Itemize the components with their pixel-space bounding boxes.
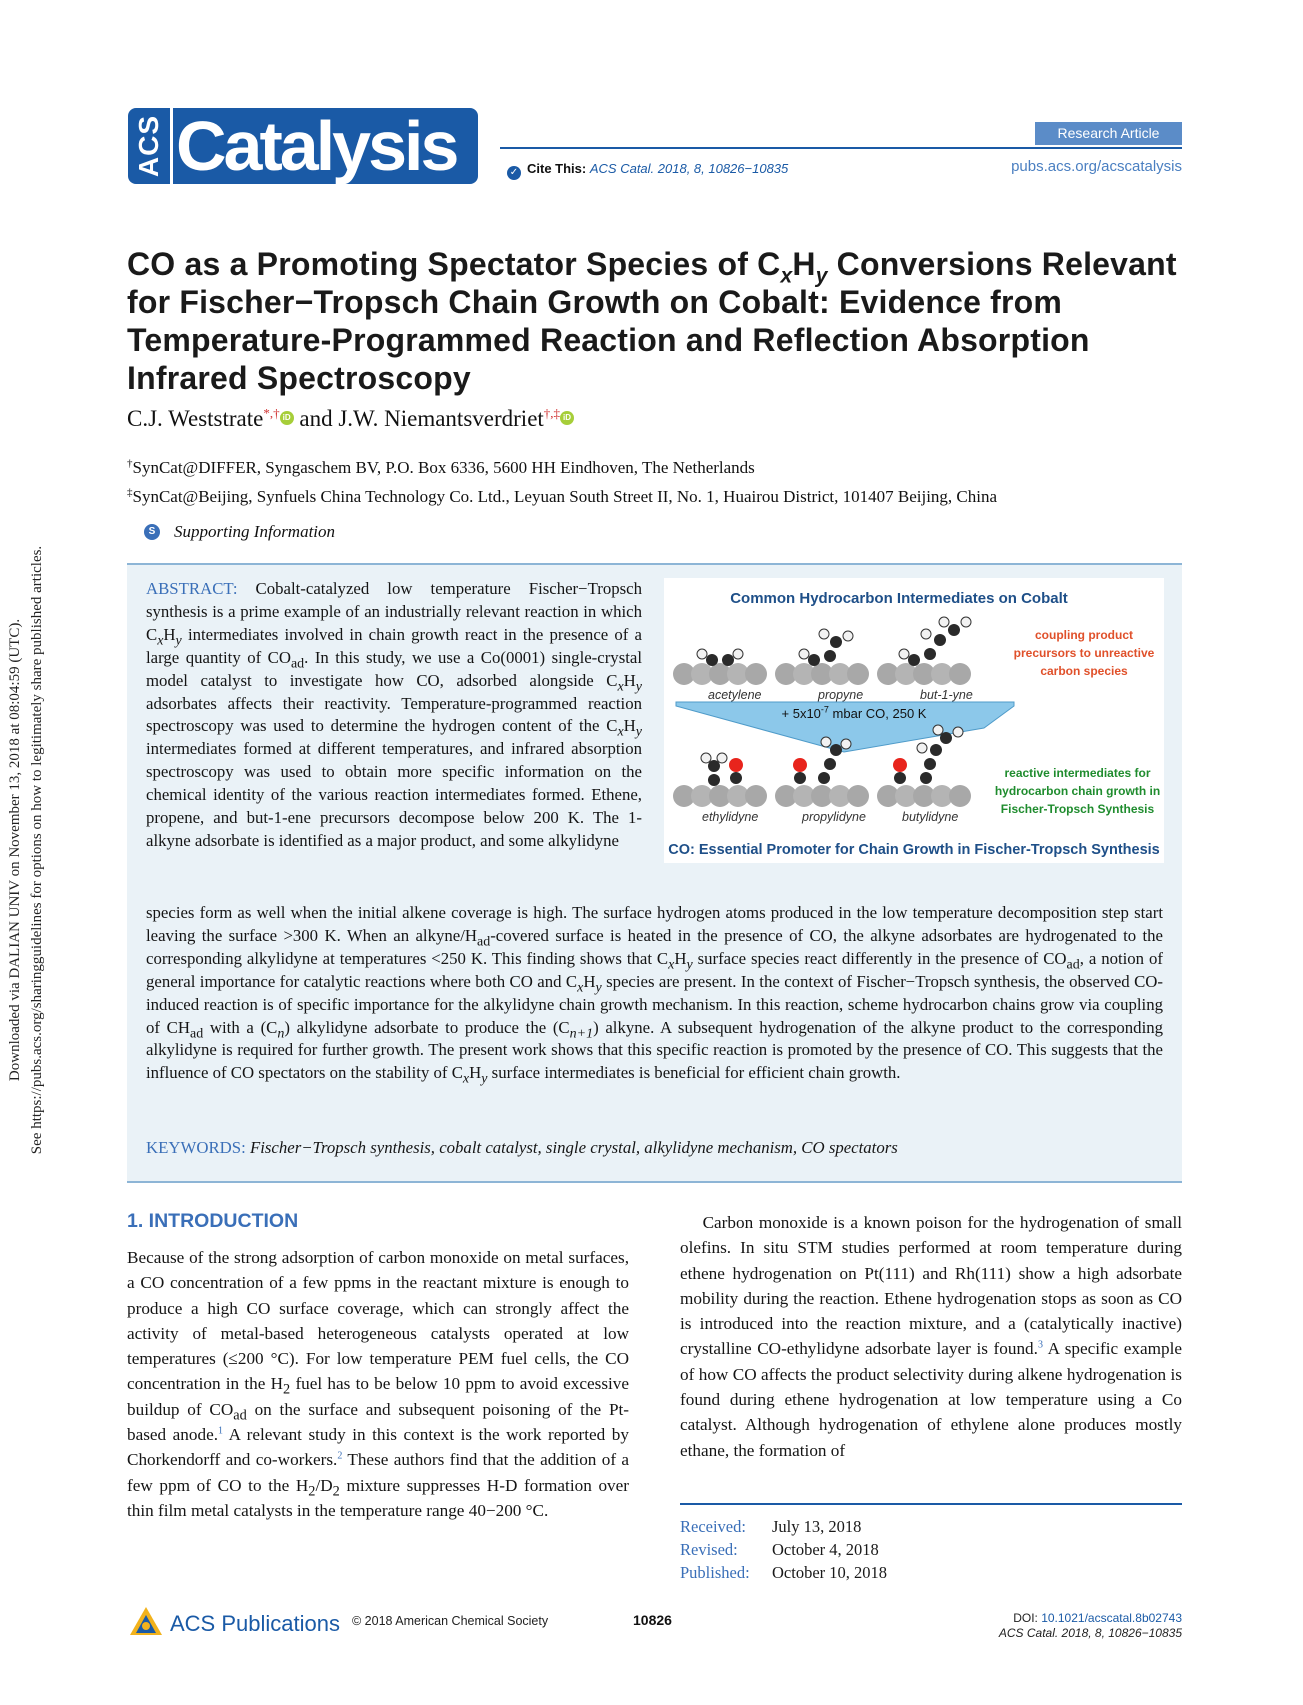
article-type-badge: Research Article bbox=[1035, 122, 1182, 145]
toc-note-unreactive: coupling product precursors to unreactive carbon species bbox=[1013, 628, 1155, 678]
reference-link[interactable]: 1 bbox=[218, 1425, 224, 1437]
molecule-label: but-1-yne bbox=[920, 688, 973, 702]
journal-logo[interactable] bbox=[128, 108, 478, 184]
acetylene-model bbox=[673, 649, 767, 685]
doi-link[interactable]: 10.1021/acscatal.8b02743 bbox=[1041, 1611, 1182, 1625]
toc-title: Common Hydrocarbon Intermediates on Cobalt bbox=[730, 590, 1068, 607]
header-rule bbox=[500, 147, 1182, 149]
supporting-info-icon: S bbox=[144, 524, 160, 540]
journal-name: Catalysis bbox=[176, 108, 457, 184]
section-heading: 1. INTRODUCTION bbox=[127, 1210, 299, 1232]
copyright: © 2018 American Chemical Society bbox=[352, 1614, 549, 1628]
supporting-information-link[interactable]: S Supporting Information bbox=[148, 522, 335, 542]
page-number: 10826 bbox=[633, 1612, 672, 1628]
article-title: CO as a Promoting Spectator Species of $C_xH_y$ Conversions Relevant for Fischer−Tropsch Chain Growth on Cobalt: Evidence from Temperature-Programmed Reaction and Reflection Absorption Infrared Spectroscopy bbox=[127, 246, 1177, 396]
author-marks: *,† bbox=[263, 405, 280, 421]
affiliation: ‡SynCat@Beijing, Synfuels China Technology Co. Ltd., Leyuan South Street II, No. 1, Huairou District, 101407 Beijing, China bbox=[127, 486, 998, 506]
cite-this[interactable]: ✓ Cite This: ACS Catal. 2018, 8, 10826−10835 bbox=[507, 161, 788, 180]
abstract-text-continued: species form as well when the initial alkene coverage is high. The surface hydrogen atoms produced in the low temperature decomposition step start leaving the surface >300 K. When an alkyne/$H_{ad}$-covered surface is heated in the presence of CO, the alkyne adsorbates are hydrogenated to the corresponding alkylidyne at temperatures <250 K. This finding shows that $C_xH_y$ surface species react differently in the presence of $CO_{ad}$, a notion of general importance for catalytic reactions where both CO and $C_xH_y$ species are present. In the context of Fischer−Tropsch synthesis, the observed CO-induced reaction is of specific importance for the alkylidyne chain growth mechanism. In this reaction, scheme hydrocarbon chains grow via coupling of $CH_{ad}$ with a $(C_n)$ alkylidyne adsorbate to produce the $(C_{n+1})$ alkyne. A subsequent hydrogenation of the alkyne product to the corresponding alkylidyne is required for further growth. The present work shows that this specific reaction is promoted by the presence of CO. This suggests that the influence of CO spectators on the stability of $C_xH_y$ surface intermediates is beneficial for efficient chain growth. bbox=[146, 903, 1164, 1087]
keywords bbox=[146, 1138, 898, 1158]
reaction-condition: + $5x10^{-7}$ mbar CO, 250 K bbox=[781, 704, 927, 721]
publication-dates bbox=[680, 1515, 887, 1584]
date-published: Published: October 10, 2018 bbox=[680, 1563, 888, 1582]
ethylidyne-model bbox=[673, 753, 767, 807]
publisher-name: ACS Publications bbox=[170, 1611, 340, 1636]
orcid-icon[interactable]: iD bbox=[280, 411, 294, 425]
date-received: Received: July 13, 2018 bbox=[680, 1517, 862, 1536]
download-notice-line2[interactable]: See https://pubs.acs.org/sharingguidelines for options on how to legitimately share published articles. bbox=[29, 545, 45, 1155]
author-marks: †,‡ bbox=[543, 405, 561, 421]
molecule-label: propylidyne bbox=[802, 810, 866, 824]
orcid-icon[interactable]: iD bbox=[560, 411, 574, 425]
reference-link[interactable]: 3 bbox=[1037, 1339, 1043, 1351]
author-name[interactable]: C.J. Weststrate bbox=[127, 406, 264, 431]
molecule-label: acetylene bbox=[708, 688, 762, 702]
doi-block: DOI: 10.1021/acscatal.8b02743 ACS Catal. 2018, 8, 10826−10835 bbox=[998, 1611, 1182, 1640]
toc-graphic[interactable] bbox=[664, 578, 1164, 863]
intro-right-column: Carbon monoxide is a known poison for the hydrogenation of small olefins. In situ STM studies performed at room temperature during ethene hydrogenation on Pt(111) and Rh(111) show a high adsorbate mobility during the reaction. Ethene hydrogenation stops as soon as CO is introduced into the reaction mixture, and a (catalytically inactive) crystalline CO-ethylidyne adsorbate layer is found.$^3$ A specific example of how CO affects the product selectivity during alkene hydrogenation is found during ethene hydrogenation at low temperature using a Co catalyst. Although hydrogenation of ethylene alone produces mostly ethane, the formation of bbox=[680, 1213, 1182, 1460]
journal-url[interactable]: pubs.acs.org/acscatalysis bbox=[1011, 158, 1182, 175]
checkmark-icon: ✓ bbox=[507, 166, 521, 180]
reference-link[interactable]: 2 bbox=[337, 1450, 343, 1462]
affiliation: †SynCat@DIFFER, Syngaschem BV, P.O. Box 6336, 5600 HH Eindhoven, The Netherlands bbox=[127, 457, 755, 477]
molecule-label: propyne bbox=[818, 688, 864, 702]
acs-logo-mark: ACS bbox=[128, 108, 173, 184]
toc-caption: CO: Essential Promoter for Chain Growth in Fischer-Tropsch Synthesis bbox=[668, 842, 1160, 858]
journal-reference: ACS Catal. 2018, 8, 10826−10835 bbox=[998, 1626, 1182, 1640]
toc-note-reactive: reactive intermediates for hydrocarbon chain growth in Fischer-Tropsch Synthesis bbox=[994, 766, 1161, 816]
intro-left-column: Because of the strong adsorption of carbon monoxide on metal surfaces, a CO concentration of a few ppms in the reactant mixture is enough to produce a high CO surface coverage, which can strongly affect the activity of metal-based heterogeneous catalysts operated at low temperatures (≤200 °C). For low temperature PEM fuel cells, the CO concentration in the $H_2$ fuel has to be below 10 ppm to avoid excessive buildup of $CO_{ad}$ on the surface and subsequent poisoning of the Pt-based anode.$^1$ A relevant study in this context is the work reported by Chorkendorff and co-workers.$^2$ These authors find that the addition of a few ppm of CO to the $H_2/D_2$ mixture suppresses H-D formation over thin film metal catalysts in the temperature range 40−200 °C. bbox=[127, 1248, 630, 1520]
acs-publications-icon bbox=[128, 1605, 164, 1641]
keywords-list: Fischer−Tropsch synthesis, cobalt catalyst, single crystal, alkylidyne mechanism, CO spectators bbox=[249, 1138, 898, 1157]
molecule-label: butylidyne bbox=[902, 810, 959, 824]
dates-rule bbox=[680, 1503, 1182, 1505]
but-1-yne-model bbox=[877, 617, 971, 685]
propyne-model bbox=[775, 629, 869, 685]
abstract-label: ABSTRACT: bbox=[146, 579, 238, 598]
keywords-label: KEYWORDS: bbox=[146, 1138, 246, 1157]
abstract-text: ABSTRACT: Cobalt-catalyzed low temperature Fischer−Tropsch synthesis is a prime example of an industrially relevant reaction in which $C_xH_y$ intermediates involved in chain growth react in the presence of a large quantity of $CO_{ad}$. In this study, we use a Co(0001) single-crystal model catalyst to investigate how CO, adsorbed alongside $C_xH_y$ adsorbates affects their reactivity. Temperature-programmed reaction spectroscopy was used to determine the hydrogen content of the $C_xH_y$ intermediates formed at different temperatures, and infrared absorption spectroscopy was used to obtain more specific information on the chemical identity of the various reaction intermediates formed. Ethene, propene, and but-1-ene precursors decompose below 200 K. The 1-alkyne adsorbate is identified as a major product, and some alkylidyne bbox=[146, 579, 642, 850]
cite-reference[interactable]: ACS Catal. 2018, 8, 10826−10835 bbox=[589, 161, 789, 176]
author-name[interactable]: J.W. Niemantsverdriet bbox=[338, 406, 544, 431]
date-revised: Revised: October 4, 2018 bbox=[680, 1540, 879, 1559]
download-notice bbox=[4, 520, 52, 1180]
author-list: C.J. Weststrate*,† iD and J.W. Niemantsverdriet†,‡ iD bbox=[127, 406, 574, 432]
download-notice-line1: Downloaded via DALIAN UNIV on November 13, 2018 at 08:04:59 (UTC). bbox=[7, 618, 23, 1082]
molecule-label: ethylidyne bbox=[702, 810, 759, 824]
